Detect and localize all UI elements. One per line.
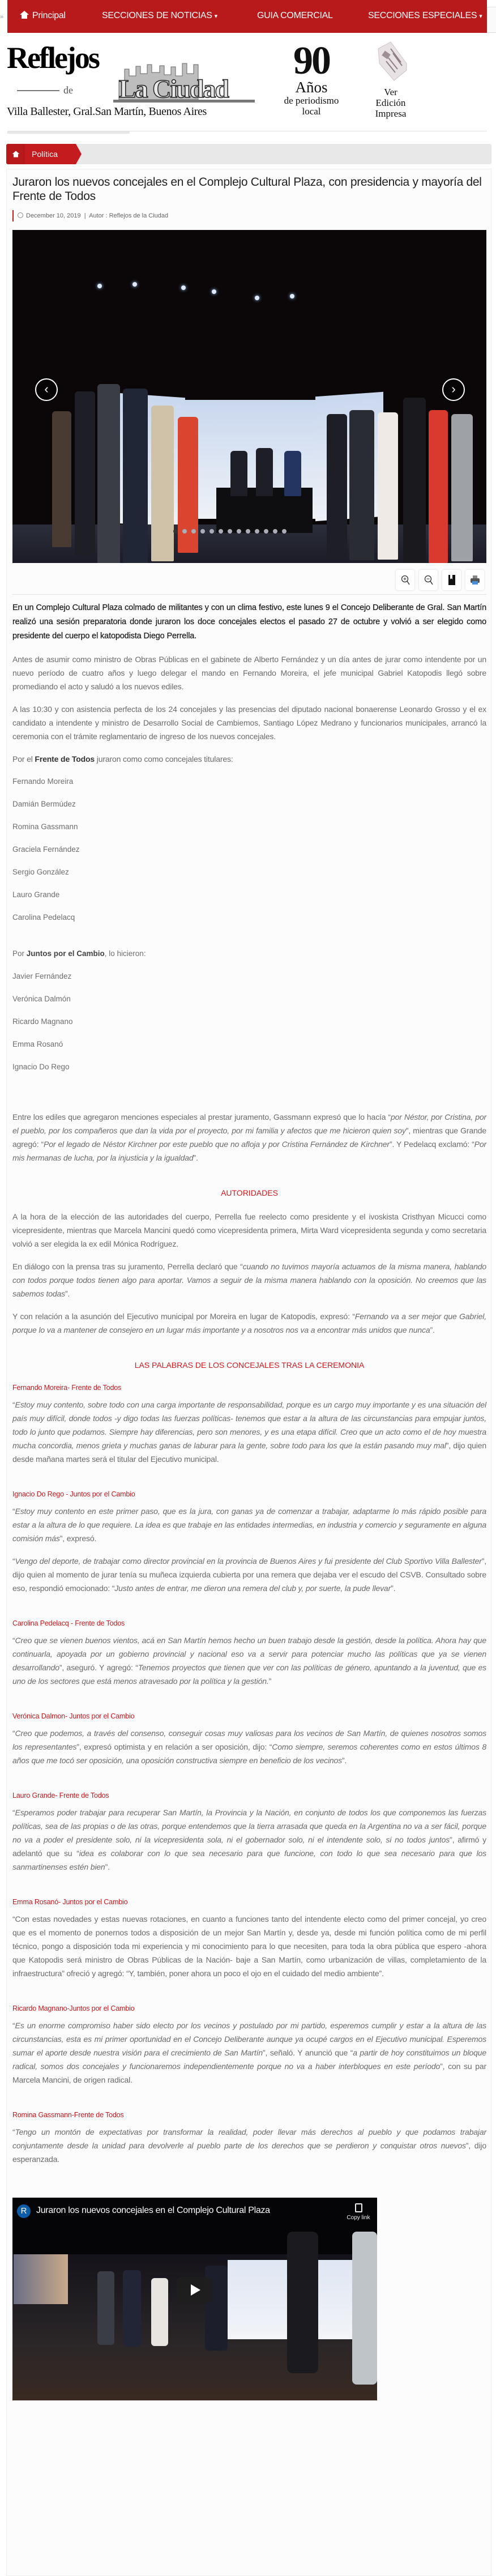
stage-light	[255, 296, 259, 300]
scroll-left-icon[interactable]: »	[0, 14, 4, 20]
person-figure	[451, 414, 473, 561]
text-run: “	[12, 1400, 15, 1409]
article-date: December 10, 2019	[26, 212, 81, 219]
logo-word-reflejos: Reflejos	[7, 41, 99, 75]
nav-item-guia-comercial[interactable]	[257, 11, 333, 21]
nav-label: SECCIONES DE NOTICIAS	[102, 11, 212, 20]
text-run: Ignacio Do Rego - Juntos por el Cambio	[12, 1490, 135, 1498]
text-run: LAS PALABRAS DE LOS CONCEJALES TRAS LA CEREMONIA	[134, 1360, 365, 1370]
carousel-dots	[173, 529, 287, 534]
carousel-dot[interactable]	[219, 529, 223, 534]
text-run: ”.	[430, 1325, 435, 1334]
text-run: “	[12, 1636, 15, 1645]
text-run: Verónica Dalmón	[12, 995, 71, 1003]
quote-text: Es un enorme compromiso haber sido electo por los vecinos y postulado por mi partido, esperemos cumplir y estar a la altura de las circunstancias, esta es mi primer oportunidad en el Concejo Deliberante aunque ya ocupé cargos en el Ejecutivo municipal. Esperemos sumar el aporte desde nuestra visión para el crecimiento de San Martín	[12, 2021, 486, 2057]
stage-light	[132, 282, 137, 287]
list-item	[12, 865, 486, 879]
content-divider	[12, 594, 486, 595]
paragraph	[12, 1260, 486, 1300]
carousel-dot[interactable]	[255, 529, 259, 534]
text-run: Carolina Pedelacq	[12, 913, 75, 922]
list-item	[12, 1060, 486, 1074]
zoom-in-button[interactable]	[396, 570, 414, 590]
text-run: Sergio González	[12, 868, 69, 876]
carousel-prev-button[interactable]: ‹	[35, 378, 58, 401]
stage-light	[97, 284, 102, 288]
text-run: ”, afirmó y adelantó que su “	[12, 1835, 486, 1858]
text-run: En un Complejo Cultural Plaza colmado de militantes y con un clima festivo, este lunes 9 el Concejo Deliberante de Gral. San Martín realizó una sesión preparatoria donde juraron los doce concejales electos el pasado 27 de octubre y volvió a ser elegido como presidente del cuerpo el katopodista Diego Perrella.	[12, 603, 486, 641]
speaker-label	[12, 1896, 486, 1908]
article-body	[12, 601, 486, 2400]
person-figure	[327, 414, 347, 558]
article-author: Autor : Reflejos de la Ciudad	[89, 212, 169, 219]
text-run: Fernando Moreira	[12, 777, 74, 786]
text-run: Fernando Moreira- Frente de Todos	[12, 1384, 122, 1392]
person-figure	[97, 384, 120, 563]
quote-text: Esperamos poder trabajar para recuperar San Martín, la Provincia y la Nación, en conjunto de todos los que componemos las fuerzas políticas, sea de las propias o de las otras, porque entendemos que la tierra arrasada que queda en la Argentina no va a ser fácil, porque no va a poder el presidente solo, ni la vicepresidenta sola, ni el gobernador solo, ni el intendente solo, si no todos juntos	[12, 1808, 486, 1844]
list-item	[12, 820, 486, 834]
quote-text: Justo antes de entrar, me dieron una remera del club y, por suerte, la pude llevar	[114, 1584, 391, 1593]
article-card	[6, 169, 491, 2576]
text-run: ”	[268, 1677, 272, 1686]
carousel-dot[interactable]	[273, 529, 277, 534]
paragraph	[12, 1554, 486, 1595]
copy-icon	[355, 2203, 362, 2212]
print-edition-link[interactable]	[362, 41, 419, 119]
person-figure	[378, 412, 398, 560]
text-run: ”, expresó.	[59, 1534, 97, 1543]
text-run: Carolina Pedelacq - Frente de Todos	[12, 1619, 125, 1627]
carousel-dot[interactable]	[228, 529, 232, 534]
text-run: Graciela Fernández	[12, 845, 80, 854]
person-figure	[123, 389, 148, 563]
video-person	[287, 2232, 318, 2373]
speaker-label	[12, 1711, 486, 1722]
text-run: Ignacio Do Rego	[12, 1063, 70, 1071]
zoom-in-icon	[401, 575, 410, 585]
paragraph	[12, 2019, 486, 2087]
section-heading	[12, 1359, 486, 1371]
logo-word-de: de	[63, 84, 73, 96]
bookmark-button[interactable]	[442, 570, 461, 590]
section-heading	[12, 1187, 486, 1199]
clock-icon	[18, 212, 23, 218]
person-figure	[403, 398, 426, 563]
text-run: ”.	[193, 1153, 198, 1162]
zoom-out-button[interactable]	[419, 570, 438, 590]
person-figure	[349, 410, 374, 560]
person-figure	[151, 406, 174, 561]
meta-separator: |	[84, 212, 86, 219]
quote-text: Creo que podemos, a través del consenso, conseguir cosas muy valiosas para los vecinos de San Martín, de quienes nosotros somos los representantes	[12, 1729, 486, 1751]
nav-label: Principal	[32, 11, 66, 20]
text-run: ”.	[391, 1584, 396, 1593]
lead-paragraph	[12, 601, 486, 643]
photo-carousel[interactable]	[12, 230, 486, 563]
quote-text: Creo que se vienen buenos vientos, acá en San Martín hemos hecho un buen trabajo desde la gestión, desde la política. Ahora hay que continuarla, apoyada por un gobierno provincial y nacional eso va a servir para potenciar mucho las políticas que ya se vienen desarrollando	[12, 1636, 486, 1672]
print-edition-label: Ver Edición Impresa	[375, 87, 407, 119]
anniversary-number: 90	[293, 39, 330, 83]
text-run: AUTORIDADES	[221, 1188, 278, 1197]
stage-light	[181, 285, 186, 290]
quote-text: cuando no tuvimos mayoría actuamos de la misma manera, hablando con todos porque todos tienen algo para aportar. Vamos a seguir de la misma manera hablando con la oposición. No creemos que las sabemos todas	[12, 1262, 486, 1298]
quote-text: idea es colaborar con lo que sea necesario para que funcione, con todo lo que sea necesario para que los sanmartinenses estén bien	[12, 1849, 486, 1871]
paragraph	[12, 2125, 486, 2166]
text-run: “	[12, 1556, 15, 1566]
video-person	[352, 2232, 377, 2385]
text-run: A la hora de la elección de las autoridades del cuerpo, Perrella fue reelecto como presidente y el ivoskista Cristhyan Micucci como vicepresidente, mientras que Marcela Mancini quedó como vicepresidenta primera, Mirta Ward vicepresidenta segunda y como secretaria volvió a ser elegida la ex edil Mónica Rodríguez.	[12, 1212, 486, 1248]
breadcrumb-category[interactable]: Política	[25, 144, 76, 164]
paragraph	[12, 1634, 486, 1688]
quote-text: Por mis hermanas de lucha, por la injusticia y la igualdad	[12, 1140, 487, 1162]
text-run: ”, señaló. Y anunció que “	[263, 2048, 353, 2057]
text-run: “	[12, 1729, 15, 1738]
quote-text: Como siempre, seremos coherentes como en estos últimos 8 años que me tocó ser oposición, una oposición constructiva siempre en beneficio de los vecinos	[12, 1742, 486, 1765]
speaker-label	[12, 1618, 486, 1629]
text-run: “	[12, 2021, 15, 2030]
carousel-dot[interactable]	[182, 529, 187, 534]
text-run: Lauro Grande	[12, 890, 60, 899]
text-run: “	[12, 2127, 15, 2136]
anniversary-desc: de periodismo local	[284, 95, 339, 117]
nav-item-secciones-especiales[interactable]	[368, 11, 482, 21]
quote-text: Vengo del deporte, de trabajar como director provincial en la provincia de Buenos Aires y fui presidente del Club Sportivo Villa Ballester	[15, 1556, 482, 1566]
paragraph	[12, 1726, 486, 1767]
nav-label: SECCIONES ESPECIALES	[368, 11, 477, 20]
channel-avatar[interactable]: R	[17, 2204, 31, 2218]
list-item	[12, 775, 486, 788]
text-run: Emma Rosanó	[12, 1040, 63, 1048]
logo-graphic	[6, 41, 266, 106]
list-item	[12, 1015, 486, 1029]
video-person	[123, 2270, 141, 2347]
quote-text: a partir de hoy constituimos un bloque radical, somos dos concejales y funcionaremos independientemente porque no va a haber interbloques en este período	[12, 2048, 486, 2071]
video-screen	[14, 2254, 68, 2304]
text-run: Emma Rosanó- Juntos por el Cambio	[12, 1898, 128, 1906]
anniversary-years: Años	[295, 79, 328, 96]
carousel-dot[interactable]	[173, 529, 178, 534]
text-run: “	[12, 1808, 15, 1817]
text-run: Damián Bermúdez	[12, 800, 76, 808]
stage-light	[290, 294, 294, 298]
list-item	[12, 843, 486, 856]
video-title[interactable]: Juraron los nuevos concejales en el Complejo Cultural Plaza	[36, 2206, 270, 2215]
text-run: En diálogo con la prensa tras su juramento, Perrella declaró que “	[12, 1262, 243, 1271]
bookmark-icon	[448, 574, 456, 586]
home-icon	[20, 11, 29, 19]
text-run: Por el	[12, 754, 35, 764]
text-run: ”. Y Pedelacq exclamó: “	[389, 1140, 474, 1149]
text-run: ”, dijo esperanzada.	[12, 2141, 487, 2164]
list-item	[12, 947, 486, 961]
paragraph	[12, 1210, 486, 1251]
person-figure	[284, 451, 301, 496]
text-run: Ricardo Magnano	[12, 1017, 73, 1026]
text-run: Entre los ediles que agregaron menciones especiales al prestar juramento, Gassmann expresó que lo hacía “	[12, 1112, 391, 1121]
text-run: A las 10:30 y con asistencia perfecta de los 24 concejales y las presencias del diputado nacional bonaerense Leonardo Grosso y el ex candidato a intendente y ministro de Desarrollo Social de Cambiemos, Santiago López Medrano y funcionarios municipales, arrancó la ceremonia con el trámite reglamentario de ingreso de los nuevos concejales.	[12, 705, 486, 741]
list-item	[12, 970, 486, 983]
logo-word-la-ciudad: La Ciudad	[119, 74, 228, 103]
paragraph	[12, 1806, 486, 1874]
video-player[interactable]	[12, 2198, 377, 2400]
list-item	[12, 1038, 486, 1051]
text-run: ”.	[342, 1756, 347, 1765]
text-run: Romina Gassmann	[12, 822, 78, 831]
text-run: ”, expresó optimista y en relación a ser oposición, dijo: “	[76, 1742, 272, 1751]
quote-text: Por el legado de Néstor Kirchner por este pueblo que no afloja y por Cristina Fernández de Kirchner	[44, 1140, 390, 1149]
carousel-dot[interactable]	[246, 529, 250, 534]
text-run: Ricardo Magnano-Juntos por el Cambio	[12, 2004, 135, 2012]
quote-text: Fernando va a ser mejor que Gabriel, porque lo va a mantener de consejero en un lugar más importante y a nosotros nos va a encontrar más unidos que nunca	[12, 1312, 486, 1334]
article-meta	[12, 210, 168, 221]
paragraph	[12, 752, 486, 766]
text-run: ”, mientras que Grande agregó: “	[12, 1126, 486, 1149]
anniversary-badge	[277, 39, 345, 117]
speaker-label	[12, 2003, 486, 2014]
text-run: Verónica Dalmon- Juntos por el Cambio	[12, 1712, 135, 1720]
zoom-out-icon	[424, 575, 433, 585]
carousel-dot[interactable]	[191, 529, 196, 534]
paragraph	[12, 702, 486, 743]
text-run: “	[12, 1507, 15, 1516]
text-run: Javier Fernández	[12, 972, 72, 980]
caret-down-icon: ▾	[214, 13, 217, 20]
text-run: “Con estas novedades y estas nuevas rotaciones, en cuanto a funciones tanto del intendente electo como del primer concejal, yo creo que es el momento de ponernos todos a disposición de un mejor San Martín y, desde ya, desde mi función política como de mi perfil técnico, pongo a disposición toda mi experiencia y mi conocimiento para lo que necesiten, para toda la obra pública que espero -ahora que Katopodis será ministro de Obras Públicas de la Nación- baje a San Martín, como urbanización de villas, completamiento de la infraestructura” ofreció y agregó: “Y, también, poner ahora un poco el ojo en el cuidado del medio ambiente”.	[12, 1914, 486, 1978]
nav-item-secciones-noticias[interactable]	[102, 11, 217, 21]
text-run: , lo hicieron:	[104, 949, 146, 958]
text-run: ”.	[65, 1289, 70, 1298]
carousel-dot[interactable]	[200, 529, 205, 534]
carousel-next-button[interactable]: ›	[442, 378, 465, 401]
text-run: Y con relación a la asunción del Ejecutivo municipal por Moreira en lugar de Katopodis, expresó: “	[12, 1312, 355, 1321]
text-run: ”, aseguró. Y agregó: “	[59, 1663, 138, 1672]
print-icon	[470, 575, 480, 585]
breadcrumb-home[interactable]	[6, 144, 25, 164]
quote-text: Estoy muy contento, sobre todo con una carga importante de responsabilidad, porque es un cargo muy importante y es una situación del país muy difícil, donde todos -y digo todas las fuerzas políticas- tenemos que estar a la altura de las circunstancias para empujar juntos, todo lo junto que podamos. Siempre hay diferencias, pero son menores, y es una etapa difícil. Creo que un acto como el de hoy muestra mucha concordia, menos grieta y muchas ganas de laburar para la gente, sobre todo para los que la están pasando muy mal	[12, 1400, 486, 1450]
copy-link-label: Copy link	[347, 2215, 370, 2221]
side-widget-edge	[487, 7, 496, 33]
paragraph	[12, 1398, 486, 1466]
paragraph	[12, 652, 486, 693]
quote-text: Estoy muy contento en este primer paso, que es la jura, con ganas ya de comenzar a trabajar, adaptarme lo más rápido posible para estar a la altura de lo que requiere. La idea es que trabaje en las entidades intermedias, en industria y comercio y seguramente en alguna comisión más	[12, 1507, 486, 1543]
carousel-dot[interactable]	[209, 529, 214, 534]
list-item	[12, 797, 486, 811]
text-run: ”, dijo quien desde mañana martes será el titular del Ejecutivo municipal.	[12, 1441, 486, 1464]
carousel-dot[interactable]	[264, 529, 268, 534]
nav-label: GUIA COMERCIAL	[257, 11, 333, 20]
play-icon[interactable]	[177, 2277, 213, 2303]
person-figure	[429, 410, 448, 563]
text-run: ”.	[105, 1862, 110, 1871]
logo-tagline: Villa Ballester, Gral.San Martín, Buenos Aires	[7, 105, 207, 118]
list-item	[12, 888, 486, 902]
text-run: Por	[12, 949, 27, 958]
text-run: Romina Gassmann-Frente de Todos	[12, 2111, 124, 2119]
article-tools	[396, 570, 484, 590]
text-run: ”, dijo quien al momento de jurar tenía su muñeca izquierda cubierta por una remera que dejaba ver el escudo del CSVB. Consultado sobre eso, respondió emocionado: “	[12, 1556, 486, 1593]
paragraph	[12, 1110, 486, 1165]
person-figure	[256, 448, 273, 496]
paragraph	[12, 1504, 486, 1545]
quote-text: Tenemos proyectos que tienen que ver con las políticas de género, apuntando a la juventud, que es uno de los sectores que está menos atravesado por la política y la gestión.	[12, 1663, 486, 1686]
text-run: Lauro Grande- Frente de Todos	[12, 1792, 109, 1799]
list-item	[12, 992, 486, 1006]
speaker-label	[12, 1382, 486, 1393]
quote-text: por Néstor, por Cristina, por el pueblo, por los compañeros que dan la vida por el proyecto, por mi familia y afectos que me hicieron quien soy	[12, 1112, 486, 1135]
nav-item-principal[interactable]	[20, 11, 66, 21]
carousel-dot[interactable]	[282, 529, 287, 534]
text-run: ”, con su par Marcela Mancini, de origen radical.	[12, 2062, 486, 2084]
stage-light	[212, 289, 216, 294]
main-nav	[7, 0, 487, 33]
paragraph	[12, 1310, 486, 1337]
home-icon	[12, 151, 20, 157]
paragraph	[12, 1912, 486, 1980]
site-logo[interactable]	[6, 41, 266, 106]
speaker-label	[12, 1489, 486, 1500]
text-run: Antes de asumir como ministro de Obras Públicas en el gabinete de Alberto Fernández y un día antes de jurar como intendente por un nuevo período de cuatro años y luego delegar el mando en Fernando Moreira, el jefe municipal Gabriel Katopodis llegó sobre promediando el acto y saludó a los nuevos ediles.	[12, 655, 486, 691]
copy-link-button[interactable]	[344, 2203, 373, 2221]
list-item	[12, 911, 486, 924]
breadcrumb	[6, 144, 491, 164]
caret-down-icon: ▾	[479, 13, 482, 20]
article-title: Juraron los nuevos concejales en el Complejo Cultural Plaza, con presidencia y mayoría del Frente de Todos	[12, 176, 482, 203]
person-figure	[75, 391, 95, 556]
print-button[interactable]	[465, 570, 484, 590]
person-figure	[52, 411, 71, 547]
carousel-dot[interactable]	[237, 529, 241, 534]
newspaper-icon	[374, 41, 408, 82]
header-divider-accent	[7, 131, 130, 134]
quote-text: Tengo un montón de expectativas por transformar la realidad, poder llevar más derechos al pueblo y que podamos trabajar conjuntamente desde la unidad para devolverle al pueblo parte de los derechos que se perdieron y conquistar otros nuevos	[12, 2127, 486, 2150]
text-run: juraron como como concejales titulares:	[95, 754, 233, 764]
speaker-label	[12, 2109, 486, 2121]
speaker-label	[12, 1790, 486, 1801]
video-person	[151, 2278, 168, 2346]
bold-text: Juntos por el Cambio	[26, 949, 105, 958]
bold-text: Frente de Todos	[35, 754, 95, 764]
video-person	[97, 2271, 114, 2345]
person-figure	[230, 451, 247, 496]
